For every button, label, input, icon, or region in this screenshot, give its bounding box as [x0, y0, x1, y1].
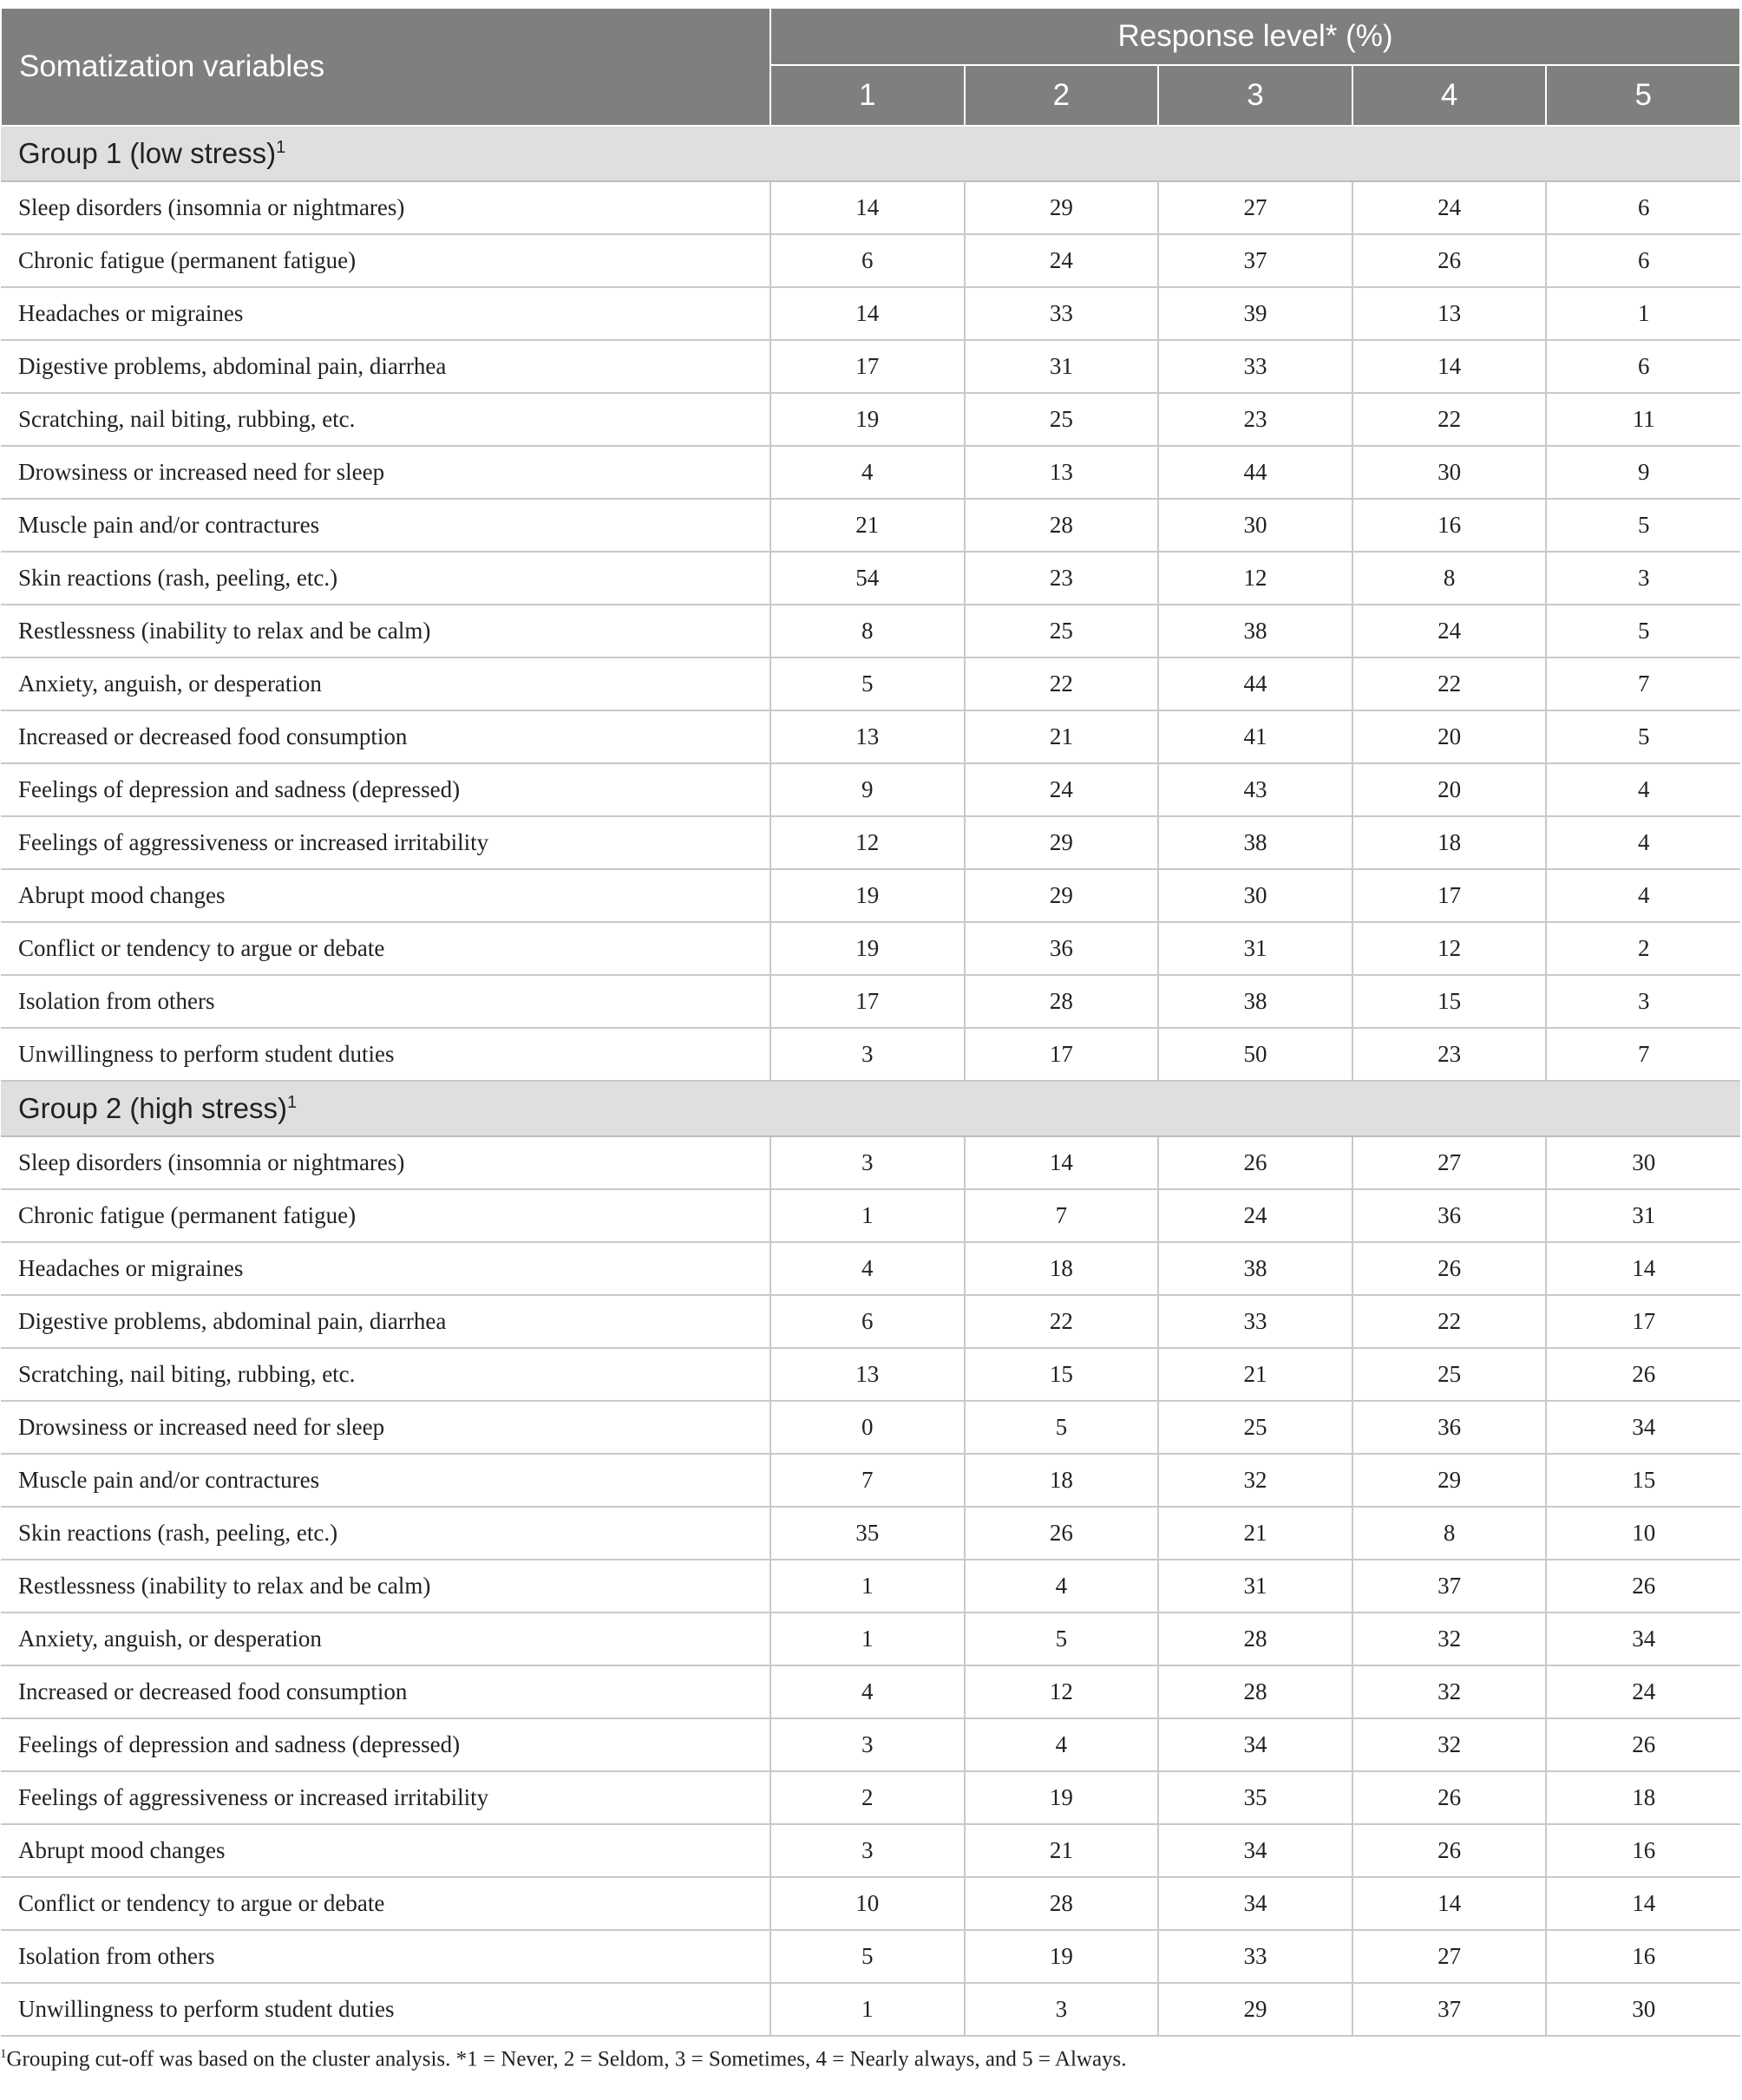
percentage-cell: 7	[770, 1454, 965, 1507]
percentage-cell: 23	[1352, 1028, 1547, 1081]
variable-name-cell: Sleep disorders (insomnia or nightmares)	[1, 1136, 770, 1189]
percentage-cell: 35	[1158, 1771, 1352, 1824]
percentage-cell: 34	[1158, 1824, 1352, 1877]
variable-name-cell: Isolation from others	[1, 975, 770, 1028]
variable-name-cell: Isolation from others	[1, 1930, 770, 1983]
percentage-cell: 7	[965, 1189, 1159, 1242]
percentage-cell: 19	[965, 1930, 1159, 1983]
percentage-cell: 29	[965, 869, 1159, 922]
percentage-cell: 23	[1158, 393, 1352, 446]
percentage-cell: 4	[965, 1718, 1159, 1771]
variable-name-cell: Feelings of depression and sadness (depressed)	[1, 763, 770, 816]
percentage-cell: 34	[1546, 1401, 1740, 1454]
percentage-cell: 34	[1158, 1877, 1352, 1930]
percentage-cell: 43	[1158, 763, 1352, 816]
percentage-cell: 9	[770, 763, 965, 816]
variable-name-cell: Headaches or migraines	[1, 287, 770, 340]
table-row	[1, 975, 1740, 1028]
variable-name-cell: Restlessness (inability to relax and be calm)	[1, 1560, 770, 1613]
percentage-cell: 4	[770, 1665, 965, 1718]
percentage-cell: 21	[1158, 1507, 1352, 1560]
percentage-cell: 4	[1546, 763, 1740, 816]
variable-name-cell: Feelings of aggressiveness or increased irritability	[1, 816, 770, 869]
percentage-cell: 33	[965, 287, 1159, 340]
percentage-cell: 6	[1546, 181, 1740, 234]
percentage-cell: 26	[965, 1507, 1159, 1560]
percentage-cell: 16	[1546, 1824, 1740, 1877]
percentage-cell: 26	[1546, 1718, 1740, 1771]
percentage-cell: 14	[1546, 1877, 1740, 1930]
percentage-cell: 6	[1546, 340, 1740, 393]
footnote-marker: 1	[0, 2047, 7, 2061]
group-header-cell	[1, 1081, 1740, 1136]
percentage-cell: 1	[770, 1189, 965, 1242]
percentage-cell: 18	[1352, 816, 1547, 869]
percentage-cell: 16	[1352, 499, 1547, 552]
percentage-cell: 17	[1352, 869, 1547, 922]
percentage-cell: 19	[770, 922, 965, 975]
percentage-cell: 17	[965, 1028, 1159, 1081]
percentage-cell: 5	[1546, 499, 1740, 552]
table-row	[1, 1613, 1740, 1665]
percentage-cell: 6	[770, 1295, 965, 1348]
percentage-cell: 22	[1352, 657, 1547, 710]
percentage-cell: 26	[1546, 1560, 1740, 1613]
variable-name-cell: Conflict or tendency to argue or debate	[1, 1877, 770, 1930]
percentage-cell: 41	[1158, 710, 1352, 763]
percentage-cell: 14	[965, 1136, 1159, 1189]
percentage-cell: 33	[1158, 1295, 1352, 1348]
group-label: Group 2 (high stress)	[18, 1092, 287, 1124]
variable-name-cell: Digestive problems, abdominal pain, diarrhea	[1, 1295, 770, 1348]
variable-name-cell: Feelings of depression and sadness (depressed)	[1, 1718, 770, 1771]
percentage-cell: 3	[770, 1824, 965, 1877]
percentage-cell: 25	[1158, 1401, 1352, 1454]
percentage-cell: 1	[770, 1613, 965, 1665]
table-row	[1, 869, 1740, 922]
percentage-cell: 34	[1546, 1613, 1740, 1665]
percentage-cell: 2	[1546, 922, 1740, 975]
variable-name-cell: Chronic fatigue (permanent fatigue)	[1, 234, 770, 287]
percentage-cell: 34	[1158, 1718, 1352, 1771]
variable-name-cell: Scratching, nail biting, rubbing, etc.	[1, 1348, 770, 1401]
percentage-cell: 18	[1546, 1771, 1740, 1824]
variable-name-cell: Chronic fatigue (permanent fatigue)	[1, 1189, 770, 1242]
percentage-cell: 29	[965, 181, 1159, 234]
percentage-cell: 33	[1158, 340, 1352, 393]
percentage-cell: 12	[1352, 922, 1547, 975]
percentage-cell: 4	[1546, 869, 1740, 922]
percentage-cell: 21	[965, 710, 1159, 763]
table-row	[1, 1877, 1740, 1930]
percentage-cell: 28	[965, 1877, 1159, 1930]
table-row	[1, 446, 1740, 499]
percentage-cell: 31	[1158, 922, 1352, 975]
percentage-cell: 3	[770, 1718, 965, 1771]
percentage-cell: 30	[1158, 869, 1352, 922]
percentage-cell: 50	[1158, 1028, 1352, 1081]
table-row	[1, 816, 1740, 869]
percentage-cell: 19	[770, 869, 965, 922]
percentage-cell: 38	[1158, 1242, 1352, 1295]
percentage-cell: 4	[770, 1242, 965, 1295]
table-row	[1, 605, 1740, 657]
percentage-cell: 13	[1352, 287, 1547, 340]
percentage-cell: 13	[770, 1348, 965, 1401]
percentage-cell: 27	[1352, 1136, 1547, 1189]
percentage-cell: 30	[1546, 1136, 1740, 1189]
percentage-cell: 28	[965, 499, 1159, 552]
table-row	[1, 1718, 1740, 1771]
variable-name-cell: Muscle pain and/or contractures	[1, 499, 770, 552]
table-container	[0, 7, 1739, 2071]
percentage-cell: 10	[1546, 1507, 1740, 1560]
percentage-cell: 32	[1158, 1454, 1352, 1507]
percentage-cell: 24	[1352, 181, 1547, 234]
variable-name-cell: Digestive problems, abdominal pain, diarrhea	[1, 340, 770, 393]
percentage-cell: 1	[770, 1983, 965, 2036]
table-row	[1, 1454, 1740, 1507]
percentage-cell: 16	[1546, 1930, 1740, 1983]
percentage-cell: 0	[770, 1401, 965, 1454]
percentage-cell: 28	[965, 975, 1159, 1028]
percentage-cell: 31	[965, 340, 1159, 393]
table-row	[1, 657, 1740, 710]
variables-column-header: Somatization variables	[1, 8, 770, 126]
response-level-header: Response level* (%)	[770, 8, 1740, 65]
percentage-cell: 4	[965, 1560, 1159, 1613]
table-row	[1, 1665, 1740, 1718]
table-row	[1, 1242, 1740, 1295]
variable-name-cell: Skin reactions (rash, peeling, etc.)	[1, 552, 770, 605]
variable-name-cell: Drowsiness or increased need for sleep	[1, 446, 770, 499]
percentage-cell: 7	[1546, 1028, 1740, 1081]
percentage-cell: 32	[1352, 1665, 1547, 1718]
table-row	[1, 1560, 1740, 1613]
table-row	[1, 340, 1740, 393]
table-header	[1, 8, 1740, 126]
percentage-cell: 4	[770, 446, 965, 499]
percentage-cell: 28	[1158, 1665, 1352, 1718]
percentage-cell: 25	[965, 393, 1159, 446]
level-header: 5	[1546, 65, 1740, 126]
percentage-cell: 5	[965, 1613, 1159, 1665]
table-row	[1, 1507, 1740, 1560]
table-row	[1, 1189, 1740, 1242]
percentage-cell: 12	[770, 816, 965, 869]
percentage-cell: 24	[965, 763, 1159, 816]
percentage-cell: 15	[1352, 975, 1547, 1028]
percentage-cell: 37	[1158, 234, 1352, 287]
table-row	[1, 552, 1740, 605]
percentage-cell: 17	[770, 975, 965, 1028]
percentage-cell: 17	[1546, 1295, 1740, 1348]
percentage-cell: 29	[1352, 1454, 1547, 1507]
percentage-cell: 27	[1158, 181, 1352, 234]
variable-name-cell: Muscle pain and/or contractures	[1, 1454, 770, 1507]
percentage-cell: 54	[770, 552, 965, 605]
percentage-cell: 26	[1546, 1348, 1740, 1401]
percentage-cell: 29	[1158, 1983, 1352, 2036]
variable-name-cell: Skin reactions (rash, peeling, etc.)	[1, 1507, 770, 1560]
percentage-cell: 5	[770, 657, 965, 710]
variable-name-cell: Restlessness (inability to relax and be calm)	[1, 605, 770, 657]
percentage-cell: 22	[1352, 393, 1547, 446]
percentage-cell: 25	[1352, 1348, 1547, 1401]
footnote-text: Grouping cut-off was based on the cluster analysis. *1 = Never, 2 = Seldom, 3 = Sometimes, 4 = Nearly always, and 5 = Always.	[6, 2047, 1127, 2071]
group-label: Group 1 (low stress)	[18, 137, 277, 169]
table-row	[1, 710, 1740, 763]
table-row	[1, 1771, 1740, 1824]
percentage-cell: 18	[965, 1454, 1159, 1507]
percentage-cell: 3	[965, 1983, 1159, 2036]
percentage-cell: 6	[770, 234, 965, 287]
table-row	[1, 763, 1740, 816]
percentage-cell: 13	[965, 446, 1159, 499]
percentage-cell: 11	[1546, 393, 1740, 446]
percentage-cell: 17	[770, 340, 965, 393]
percentage-cell: 14	[1546, 1242, 1740, 1295]
percentage-cell: 7	[1546, 657, 1740, 710]
percentage-cell: 44	[1158, 446, 1352, 499]
variable-name-cell: Feelings of aggressiveness or increased irritability	[1, 1771, 770, 1824]
level-header: 4	[1352, 65, 1547, 126]
variable-name-cell: Unwillingness to perform student duties	[1, 1983, 770, 2036]
percentage-cell: 3	[770, 1028, 965, 1081]
percentage-cell: 30	[1158, 499, 1352, 552]
table-row	[1, 1028, 1740, 1081]
percentage-cell: 44	[1158, 657, 1352, 710]
group-footnote-marker: 1	[276, 138, 286, 157]
percentage-cell: 19	[965, 1771, 1159, 1824]
percentage-cell: 38	[1158, 975, 1352, 1028]
variable-name-cell: Increased or decreased food consumption	[1, 710, 770, 763]
percentage-cell: 31	[1546, 1189, 1740, 1242]
table-row	[1, 1136, 1740, 1189]
percentage-cell: 8	[1352, 1507, 1547, 1560]
percentage-cell: 39	[1158, 287, 1352, 340]
percentage-cell: 36	[1352, 1401, 1547, 1454]
group-header-cell	[1, 126, 1740, 181]
percentage-cell: 30	[1546, 1983, 1740, 2036]
level-header: 3	[1158, 65, 1352, 126]
variable-name-cell: Drowsiness or increased need for sleep	[1, 1401, 770, 1454]
percentage-cell: 37	[1352, 1983, 1547, 2036]
percentage-cell: 24	[1546, 1665, 1740, 1718]
percentage-cell: 22	[1352, 1295, 1547, 1348]
percentage-cell: 14	[1352, 1877, 1547, 1930]
table-row	[1, 393, 1740, 446]
percentage-cell: 24	[1158, 1189, 1352, 1242]
variable-name-cell: Increased or decreased food consumption	[1, 1665, 770, 1718]
percentage-cell: 21	[1158, 1348, 1352, 1401]
table-row	[1, 234, 1740, 287]
table-row	[1, 1930, 1740, 1983]
percentage-cell: 36	[1352, 1189, 1547, 1242]
percentage-cell: 3	[770, 1136, 965, 1189]
percentage-cell: 20	[1352, 710, 1547, 763]
variable-name-cell: Abrupt mood changes	[1, 869, 770, 922]
percentage-cell: 5	[1546, 605, 1740, 657]
percentage-cell: 22	[965, 1295, 1159, 1348]
table-body	[1, 126, 1740, 2036]
percentage-cell: 29	[965, 816, 1159, 869]
group-footnote-marker: 1	[286, 1093, 298, 1112]
percentage-cell: 32	[1352, 1613, 1547, 1665]
percentage-cell: 8	[1352, 552, 1547, 605]
percentage-cell: 9	[1546, 446, 1740, 499]
variable-name-cell: Unwillingness to perform student duties	[1, 1028, 770, 1081]
percentage-cell: 4	[1546, 816, 1740, 869]
percentage-cell: 26	[1352, 1824, 1547, 1877]
table-footnote	[0, 2037, 1739, 2071]
level-header: 2	[965, 65, 1159, 126]
percentage-cell: 32	[1352, 1718, 1547, 1771]
table-row	[1, 1824, 1740, 1877]
percentage-cell: 21	[770, 499, 965, 552]
table-row	[1, 287, 1740, 340]
level-header: 1	[770, 65, 965, 126]
percentage-cell: 24	[965, 234, 1159, 287]
table-row	[1, 1348, 1740, 1401]
table-row	[1, 1401, 1740, 1454]
variable-name-cell: Sleep disorders (insomnia or nightmares)	[1, 181, 770, 234]
variable-name-cell: Abrupt mood changes	[1, 1824, 770, 1877]
percentage-cell: 1	[1546, 287, 1740, 340]
percentage-cell: 24	[1352, 605, 1547, 657]
percentage-cell: 33	[1158, 1930, 1352, 1983]
percentage-cell: 26	[1352, 1242, 1547, 1295]
percentage-cell: 13	[770, 710, 965, 763]
percentage-cell: 18	[965, 1242, 1159, 1295]
percentage-cell: 23	[965, 552, 1159, 605]
percentage-cell: 15	[1546, 1454, 1740, 1507]
percentage-cell: 22	[965, 657, 1159, 710]
percentage-cell: 5	[770, 1930, 965, 1983]
percentage-cell: 21	[965, 1824, 1159, 1877]
percentage-cell: 10	[770, 1877, 965, 1930]
percentage-cell: 38	[1158, 605, 1352, 657]
percentage-cell: 37	[1352, 1560, 1547, 1613]
table-row	[1, 499, 1740, 552]
percentage-cell: 27	[1352, 1930, 1547, 1983]
variable-name-cell: Conflict or tendency to argue or debate	[1, 922, 770, 975]
percentage-cell: 12	[1158, 552, 1352, 605]
somatization-table	[0, 7, 1741, 2037]
variable-name-cell: Anxiety, anguish, or desperation	[1, 1613, 770, 1665]
percentage-cell: 14	[1352, 340, 1547, 393]
percentage-cell: 30	[1352, 446, 1547, 499]
group-header-row	[1, 126, 1740, 181]
percentage-cell: 20	[1352, 763, 1547, 816]
percentage-cell: 26	[1158, 1136, 1352, 1189]
percentage-cell: 8	[770, 605, 965, 657]
percentage-cell: 19	[770, 393, 965, 446]
percentage-cell: 2	[770, 1771, 965, 1824]
percentage-cell: 36	[965, 922, 1159, 975]
percentage-cell: 35	[770, 1507, 965, 1560]
variable-name-cell: Scratching, nail biting, rubbing, etc.	[1, 393, 770, 446]
percentage-cell: 31	[1158, 1560, 1352, 1613]
percentage-cell: 5	[1546, 710, 1740, 763]
table-row	[1, 181, 1740, 234]
percentage-cell: 26	[1352, 1771, 1547, 1824]
percentage-cell: 26	[1352, 234, 1547, 287]
percentage-cell: 14	[770, 181, 965, 234]
percentage-cell: 12	[965, 1665, 1159, 1718]
group-header-row	[1, 1081, 1740, 1136]
variable-name-cell: Headaches or migraines	[1, 1242, 770, 1295]
percentage-cell: 1	[770, 1560, 965, 1613]
percentage-cell: 5	[965, 1401, 1159, 1454]
percentage-cell: 3	[1546, 975, 1740, 1028]
percentage-cell: 25	[965, 605, 1159, 657]
percentage-cell: 3	[1546, 552, 1740, 605]
percentage-cell: 15	[965, 1348, 1159, 1401]
percentage-cell: 6	[1546, 234, 1740, 287]
percentage-cell: 38	[1158, 816, 1352, 869]
table-row	[1, 1983, 1740, 2036]
variable-name-cell: Anxiety, anguish, or desperation	[1, 657, 770, 710]
percentage-cell: 28	[1158, 1613, 1352, 1665]
percentage-cell: 14	[770, 287, 965, 340]
table-row	[1, 1295, 1740, 1348]
table-row	[1, 922, 1740, 975]
